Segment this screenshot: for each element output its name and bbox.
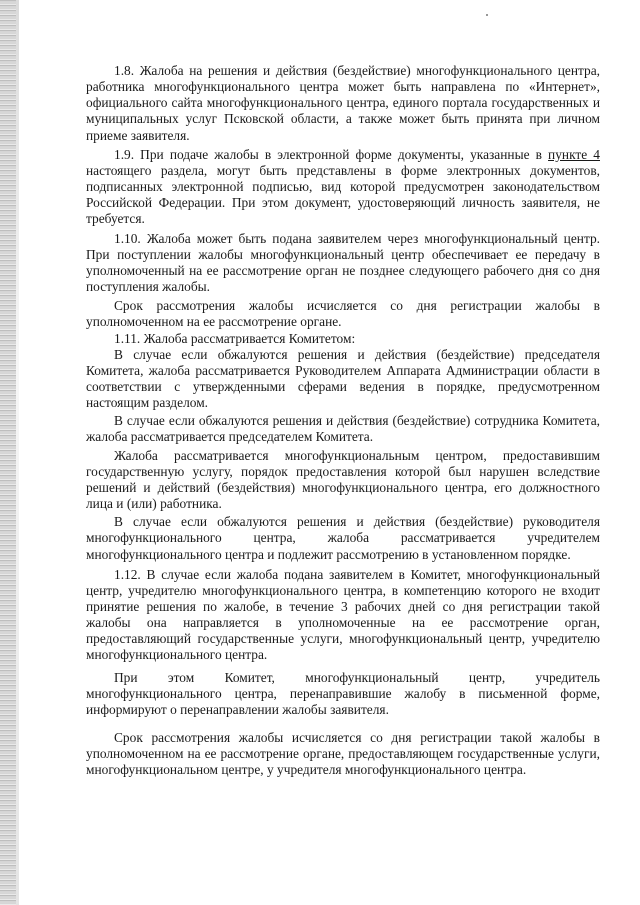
paragraph-1-11: 1.11. Жалоба рассматривается Комитетом: (114, 330, 356, 346)
paragraph-case-employee: В случае если обжалуются решения и действия (бездействие) сотрудника Комитета, жалоба рассматривается председателем Комитета. (86, 413, 600, 445)
paragraph-review-term-1: Срок рассмотрения жалобы исчисляется со дня регистрации жалобы в уполномоченном на ее рассмотрение органе. (86, 298, 600, 330)
paragraph-1-9 (86, 147, 600, 228)
paragraph-1-10: 1.10. Жалоба может быть подана заявителем через многофункциональный центр. При поступлении жалобы многофункциональный центр обеспечивает ее передачу в уполномоченный на ее рассмотрение орган не позднее следующего рабочего дня со дня поступления жалобы. (86, 230, 600, 295)
paragraph-1-8: 1.8. Жалоба на решения и действия (бездействие) многофункционального центра, работника многофункционального центра может быть направлена по «Интернет», официального сайта многофункционального центра, единого портала государственных и муниципальных услуг Псковской области, а также может быть принята при личном приеме заявителя. (86, 63, 600, 143)
scan-speck (486, 14, 488, 16)
paragraph-case-mfc: Жалоба рассматривается многофункциональным центром, предоставившим государственную услугу, порядок предоставления которой был нарушен вследствие решений и действий (бездействия) многофункционального центра, его должностного лица и (или) работника. (86, 447, 600, 512)
paragraph-redirect-inform: При этом Комитет, многофункциональный центр, учредитель многофункционального центра, перенаправившие жалобу в письменной форме, информируют о перенаправлении жалобы заявителя. (86, 669, 600, 717)
paragraph-review-term-2: Срок рассмотрения жалобы исчисляется со дня регистрации такой жалобы в уполномоченном на ее рассмотрение органе, предоставляющем государственные услуги, многофункциональном центре, у учредителя многофункционального центра. (86, 730, 600, 778)
point-4-link[interactable]: пункте 4 (548, 146, 600, 162)
paragraph-1-9-text-after: настоящего раздела, могут быть представлены в форме электронных документов, подписанных электронной подписью, вид которой предусмотрен законодательством Российской Федерации. При этом документ, удостоверяющий личность заявителя, не требуется. (86, 162, 600, 227)
paragraph-1-12: 1.12. В случае если жалоба подана заявителем в Комитет, многофункциональный центр, учредителю многофункционального центра, в компетенцию которого не входит принятие решения по жалобе, в течение 3 рабочих дней со дня регистрации такой жалобы она направляется в уполномоченные на ее рассмотрение орган, предоставляющий государственные услуги, многофункциональный центр, учредителю многофункционального центра. (86, 566, 600, 663)
paragraph-1-9-text-before: 1.9. При подаче жалобы в электронной форме документы, указанные в (114, 146, 549, 162)
paragraph-case-mfc-head: В случае если обжалуются решения и действия (бездействие) руководителя многофункционального центра, жалоба рассматривается учредителем многофункционального центра и подлежит рассмотрению в установленном порядке. (86, 514, 600, 562)
document-body (86, 63, 600, 779)
paragraph-case-chairman: В случае если обжалуются решения и действия (бездействие) председателя Комитета, жалоба рассматривается Руководителем Аппарата Администрации области в соответствии с утвержденными сферами ведения в порядке, предусмотренном настоящим разделом. (86, 346, 600, 411)
scan-edge-artifact (0, 0, 16, 905)
